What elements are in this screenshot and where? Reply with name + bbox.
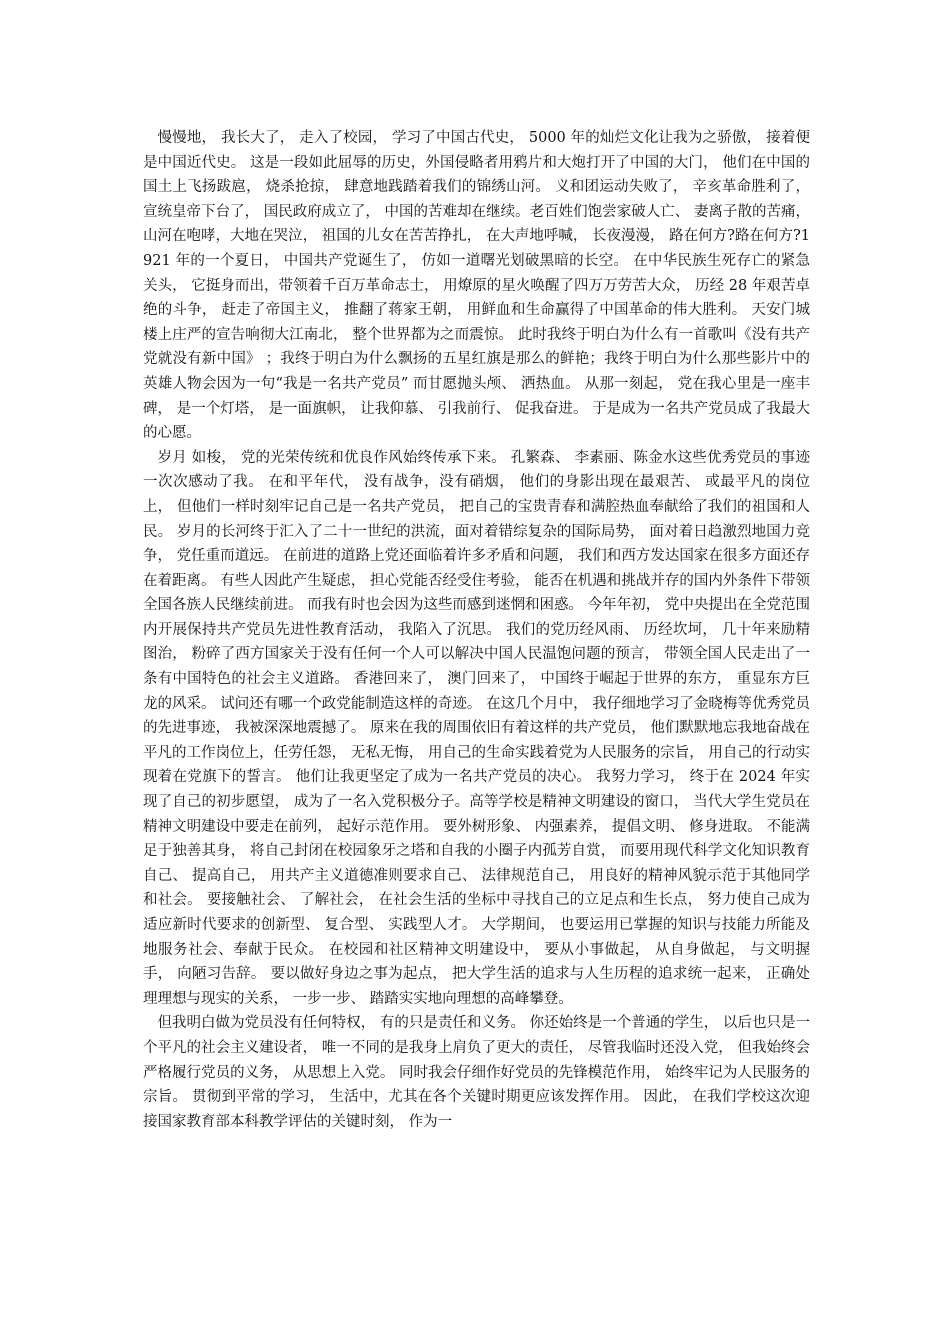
paragraph-1: 慢慢地， 我长大了， 走入了校园， 学习了中国古代史， 5000 年的灿烂文化让我为之骄傲， 接着便是中国近代史。 这是一段如此屈辱的历史，外国侵略者用鸦片和大炮打开了中国的大门， 他们在中国的国土上飞扬跋扈， 烧杀抢掠， 肆意地践踏着我们的锦绣山河。 义和团运动失败了， 辛亥革命胜利了， 宣统皇帝下台了， 国民政府成立了， 中国的苦难却在继续。老百姓们饱尝家破人亡、 妻离子散的苦痛， 山河在咆哮，大地在哭泣， 祖国的儿女在苦苦挣扎， 在大声地呼喊， 长夜漫漫， 路在何方?路在何方?1 921 年的一个夏日， 中国共产党诞生了， 仿如一道曙光划破黑暗的长空。 在中华民族生死存亡的紧急关头， 它挺身而出，带领着千百万革命志士， 用燎原的星火唤醒了四万万劳苦大众， 历经 28 年艰苦卓绝的斗争， 赶走了帝国主义， 推翻了蒋家王朝， 用鲜血和生命赢得了中国革命的伟大胜利。 天安门城楼上庄严的宣告响彻大江南北， 整个世界都为之而震惊。 此时我终于明白为什么有一首歌叫《没有共产党就没有新中国》 ；我终于明白为什么飘扬的五星红旗是那么的鲜艳；我终于明白为什么那些影片中的英雄人物会因为一句“我是一名共产党员” 而甘愿抛头颅、 洒热血。 从那一刻起， 党在我心里是一座丰碑， 是一个灯塔， 是一面旗帜， 让我仰慕、 引我前行、 促我奋进。 于是成为一名共产党员成了我最大的心愿。 [143,130,810,442]
paragraph-3: 但我明白做为党员没有任何特权， 有的只是责任和义务。 你还始终是一个普通的学生， 以后也只是一个平凡的社会主义建设者， 唯一不同的是我身上肩负了更大的责任， 尽管我临时还没入党， 但我始终会严格履行党员的义务， 从思想上入党。 同时我会仔细作好党员的先锋模范作用， 始终牢记为人民服务的宗旨。 贯彻到平常的学习， 生活中，尤其在各个关键时期更应该发挥作用。 因此， 在我们学校这次迎接国家教育部本科教学评估的关键时刻， 作为一 [143,1015,810,1130]
document-body [143,126,810,1134]
paragraph-2: 岁月 如梭， 党的光荣传统和优良作风始终传承下来。 孔繁森、 李素丽、陈金水这些优秀党员的事迹一次次感动了我。 在和平年代， 没有战争，没有硝烟， 他们的身影出现在最艰苦、 或最平凡的岗位上， 但他们一样时刻牢记自己是一名共产党员， 把自己的宝贵青春和满腔热血奉献给了我们的祖国和人民。 岁月的长河终于汇入了二十一世纪的洪流，面对着错综复杂的国际局势， 面对着日趋激烈地国力竞争， 党任重而道远。 在前进的道路上党还面临着许多矛盾和问题， 我们和西方发达国家在很多方面还存在着距离。 有些人因此产生疑虑， 担心党能否经受住考验， 能否在机遇和挑战并存的国内外条件下带领全国各族人民继续前进。 而我有时也会因为这些而感到迷惘和困惑。 今年年初， 党中央提出在全党范围内开展保持共产党员先进性教育活动， 我陷入了沉思。 我们的党历经风雨、 历经坎坷， 几十年来励精图治， 粉碎了西方国家关于没有任何一个人可以解决中国人民温饱问题的预言， 带领全国人民走出了一条有中国特色的社会主义道路。 香港回来了， 澳门回来了， 中国终于崛起于世界的东方， 重显东方巨龙的风采。 试问还有哪一个政党能制造这样的奇迹。 在这几个月中， 我仔细地学习了金晓梅等优秀党员的先进事迹， 我被深深地震撼了。 原来在我的周围依旧有着这样的共产党员， 他们默默地忘我地奋战在平凡的工作岗位上，任劳任怨， 无私无悔， 用自己的生命实践着党为人民服务的宗旨， 用自己的行动实现着在党旗下的誓言。 他们让我更坚定了成为一名共产党员的决心。 我努力学习， 终于在 2024 年实现了自己的初步愿望， 成为了一名入党积极分子。高等学校是精神文明建设的窗口， 当代大学生党员在精神文明建设中要走在前列， 起好示范作用。 要外树形象、 内强素养， 提倡文明、 修身进取。 不能满足于独善其身， 将自己封闭在校园象牙之塔和自我的小圈子内孤芳自赏， 而要用现代科学文化知识教育自己、 提高自己， 用共产主义道德准则要求自己、 法律规范自己， 用良好的精神风貌示范于其他同学和社会。 要接触社会、 了解社会， 在社会生活的坐标中寻找自己的立足点和生长点， 努力使自己成为适应新时代要求的创新型、 复合型、 实践型人才。 大学期间， 也要运用已掌握的知识与技能力所能及地服务社会、奉献于民众。 在校园和社区精神文明建设中， 要从小事做起， 从自身做起， 与文明握手， 向陋习告辞。 要以做好身边之事为起点， 把大学生活的追求与人生历程的追求统一起来， 正确处理理想与现实的关系， 一步一步、 踏踏实实地向理想的高峰攀登。 [143,449,810,1007]
